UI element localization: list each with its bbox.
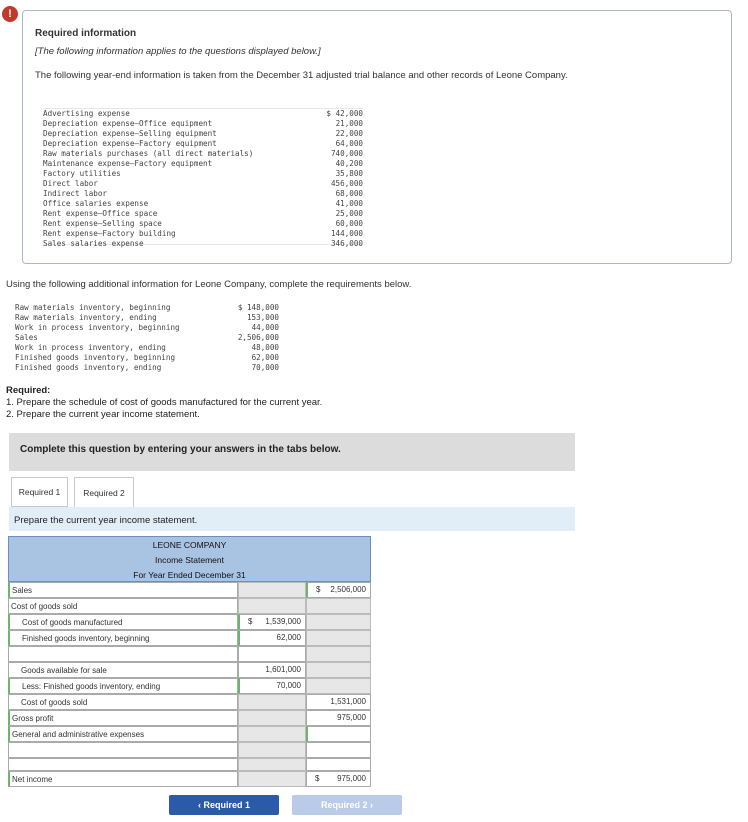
empty-label-cell[interactable] [8, 742, 238, 758]
trial-balance-value: 740,000 [330, 149, 363, 158]
additional-info-row [15, 333, 279, 343]
fg-end-amount: 70,000 [276, 681, 301, 690]
income-statement-grid [8, 582, 371, 787]
ga-amount-input[interactable] [306, 726, 371, 742]
cogm-label: Cost of goods manufactured [22, 618, 123, 627]
gross-profit-amount: 975,000 [337, 713, 366, 722]
trial-balance-row [43, 179, 363, 189]
trial-balance-value: 21,000 [335, 119, 363, 128]
net-income-label: Net income [12, 775, 53, 784]
additional-info-text: Using the following additional information for Leone Company, complete the requirements below. [6, 279, 412, 290]
fg-end-label: Less: Finished goods inventory, ending [22, 682, 161, 691]
next-required-2-button[interactable]: Required 2 › [292, 795, 402, 815]
cogs-amount-input[interactable] [306, 694, 371, 710]
sales-dollar: $ [316, 585, 321, 594]
additional-info-label: Raw materials inventory, beginning [15, 303, 171, 312]
cogs-amount: 1,531,000 [330, 697, 366, 706]
trial-balance-label: Sales salaries expense [43, 239, 144, 248]
available-amount: 1,601,000 [265, 665, 301, 674]
trial-balance-row [43, 209, 363, 219]
cogs-label-cell [8, 694, 238, 710]
intro-text: The following year-end information is taken from the December 31 adjusted trial balance and other records of Leone Company. [35, 70, 568, 81]
tab-required-1[interactable]: Required 1 [11, 477, 68, 507]
additional-info-value: 70,000 [251, 363, 279, 372]
gap-cell [306, 630, 371, 646]
complete-banner [9, 433, 575, 471]
trial-balance-row [43, 189, 363, 199]
trial-balance-label: Indirect labor [43, 189, 108, 198]
trial-balance-label: Depreciation expense—Factory equipment [43, 139, 217, 148]
gap-cell [238, 771, 306, 787]
trial-balance-value: 35,800 [335, 169, 363, 178]
gross-profit-label: Gross profit [12, 714, 54, 723]
trial-balance-row [43, 129, 363, 139]
trial-balance-row [43, 199, 363, 209]
trial-balance-value: 64,000 [335, 139, 363, 148]
gap-cell [238, 694, 306, 710]
trial-balance-label: Rent expense—Factory building [43, 229, 176, 238]
trial-balance-label: Direct labor [43, 179, 98, 188]
complete-banner-text: Complete this question by entering your answers in the tabs below. [20, 444, 341, 455]
trial-balance-value: 456,000 [330, 179, 363, 188]
cogm-amount-input[interactable] [238, 614, 306, 630]
available-label: Goods available for sale [21, 666, 107, 675]
statement-period: For Year Ended December 31 [133, 570, 246, 580]
trial-balance-value: 346,000 [330, 239, 363, 248]
gap-cell [306, 598, 371, 614]
cogm-label-cell[interactable] [8, 614, 238, 630]
gap-cell [238, 758, 306, 771]
fg-begin-amount-input[interactable] [238, 630, 306, 646]
additional-info-row [15, 353, 279, 363]
trial-balance-value: 68,000 [335, 189, 363, 198]
available-label-cell [8, 662, 238, 678]
fg-end-label-cell[interactable] [8, 678, 238, 694]
trial-balance-label: Factory utilities [43, 169, 121, 178]
additional-info-label: Work in process inventory, ending [15, 343, 166, 352]
additional-info-label: Sales [15, 333, 38, 342]
gap-cell [306, 678, 371, 694]
trial-balance-table [43, 108, 363, 248]
trial-balance-label: Advertising expense [43, 109, 130, 118]
tab-instruction-bar [9, 507, 575, 531]
instruction-text: Prepare the current year income statement. [14, 515, 198, 526]
sales-label-cell[interactable] [8, 582, 238, 598]
trial-balance-row [43, 139, 363, 149]
gap-cell [238, 710, 306, 726]
trial-balance-value: 25,000 [335, 209, 363, 218]
trial-balance-label: Rent expense—Office space [43, 209, 158, 218]
additional-info-label: Work in process inventory, beginning [15, 323, 180, 332]
gap-cell [238, 598, 306, 614]
cogm-amount: 1,539,000 [265, 617, 301, 626]
sales-amount-input[interactable] [306, 582, 371, 598]
empty-amount-input[interactable] [306, 758, 371, 771]
additional-info-value: 44,000 [251, 323, 279, 332]
empty-amount-input[interactable] [306, 742, 371, 758]
ga-label: General and administrative expenses [12, 730, 145, 739]
tab-required-2[interactable]: Required 2 [74, 477, 134, 508]
trial-balance-value: 41,000 [335, 199, 363, 208]
trial-balance-label: Maintenance expense—Factory equipment [43, 159, 213, 168]
sales-label: Sales [12, 586, 33, 595]
company-name: LEONE COMPANY [152, 540, 227, 550]
net-income-amount: 975,000 [337, 774, 366, 783]
trial-balance-row [43, 239, 363, 249]
gross-profit-label-cell[interactable] [8, 710, 238, 726]
additional-info-row [15, 323, 279, 333]
cogs-header-cell [8, 598, 238, 614]
cogs-header-label: Cost of goods sold [11, 602, 78, 611]
empty-amount-input[interactable] [238, 646, 306, 662]
ga-label-cell[interactable] [8, 726, 238, 742]
additional-info-value: $ 148,000 [237, 303, 279, 312]
statement-title: Income Statement [155, 555, 224, 565]
additional-info-value: 48,000 [251, 343, 279, 352]
trial-balance-row [43, 229, 363, 239]
gap-cell [238, 726, 306, 742]
required-information-heading: Required information [35, 28, 137, 39]
fg-end-amount-input[interactable] [238, 678, 306, 694]
trial-balance-value: 22,000 [335, 129, 363, 138]
applies-note: [The following information applies to the questions displayed below.] [35, 46, 321, 57]
fg-begin-amount: 62,000 [276, 633, 301, 642]
prev-required-1-button[interactable]: ‹ Required 1 [169, 795, 279, 815]
net-income-amount-input[interactable] [306, 771, 371, 787]
trial-balance-label: Rent expense—Selling space [43, 219, 162, 228]
gap-cell [306, 646, 371, 662]
trial-balance-value: $ 42,000 [326, 109, 363, 118]
empty-label-cell[interactable] [8, 758, 238, 771]
additional-info-table [15, 303, 279, 373]
fg-begin-label-cell[interactable] [8, 630, 238, 646]
fg-begin-label: Finished goods inventory, beginning [22, 634, 150, 643]
trial-balance-value: 60,000 [335, 219, 363, 228]
gap-cell [306, 662, 371, 678]
required-heading: Required: [6, 385, 51, 396]
sales-amount: 2,506,000 [330, 585, 366, 594]
additional-info-value: 62,000 [251, 353, 279, 362]
additional-info-row [15, 303, 279, 313]
net-income-dollar: $ [315, 774, 320, 783]
trial-balance-label: Depreciation expense—Office equipment [43, 119, 213, 128]
sales-mid-cell [238, 582, 306, 598]
net-income-label-cell[interactable] [8, 771, 238, 787]
additional-info-row [15, 363, 279, 373]
trial-balance-row [43, 159, 363, 169]
trial-balance-value: 40,200 [335, 159, 363, 168]
statement-header [8, 536, 371, 582]
additional-info-row [15, 343, 279, 353]
cogs-label: Cost of goods sold [21, 698, 88, 707]
trial-balance-label: Depreciation expense—Selling equipment [43, 129, 217, 138]
required-item-2: 2. Prepare the current year income statement. [6, 409, 200, 420]
required-information-panel [22, 10, 732, 264]
cogm-dollar: $ [248, 617, 253, 626]
available-amount-input[interactable] [238, 662, 306, 678]
trial-balance-value: 144,000 [330, 229, 363, 238]
trial-balance-label: Raw materials purchases (all direct materials) [43, 149, 254, 158]
required-item-1: 1. Prepare the schedule of cost of goods manufactured for the current year. [6, 397, 323, 408]
trial-balance-row [43, 219, 363, 229]
additional-info-row [15, 313, 279, 323]
trial-balance-row [43, 149, 363, 159]
trial-balance-row [43, 169, 363, 179]
trial-balance-label: Office salaries expense [43, 199, 149, 208]
gap-cell [306, 614, 371, 630]
empty-label-cell[interactable] [8, 646, 238, 662]
gross-profit-amount-input[interactable] [306, 710, 371, 726]
trial-balance-row [43, 109, 363, 119]
alert-icon: ! [2, 6, 18, 22]
trial-balance-row [43, 119, 363, 129]
additional-info-label: Raw materials inventory, ending [15, 313, 157, 322]
additional-info-label: Finished goods inventory, beginning [15, 353, 176, 362]
gap-cell [238, 742, 306, 758]
additional-info-value: 2,506,000 [237, 333, 279, 342]
additional-info-label: Finished goods inventory, ending [15, 363, 162, 372]
additional-info-value: 153,000 [246, 313, 279, 322]
